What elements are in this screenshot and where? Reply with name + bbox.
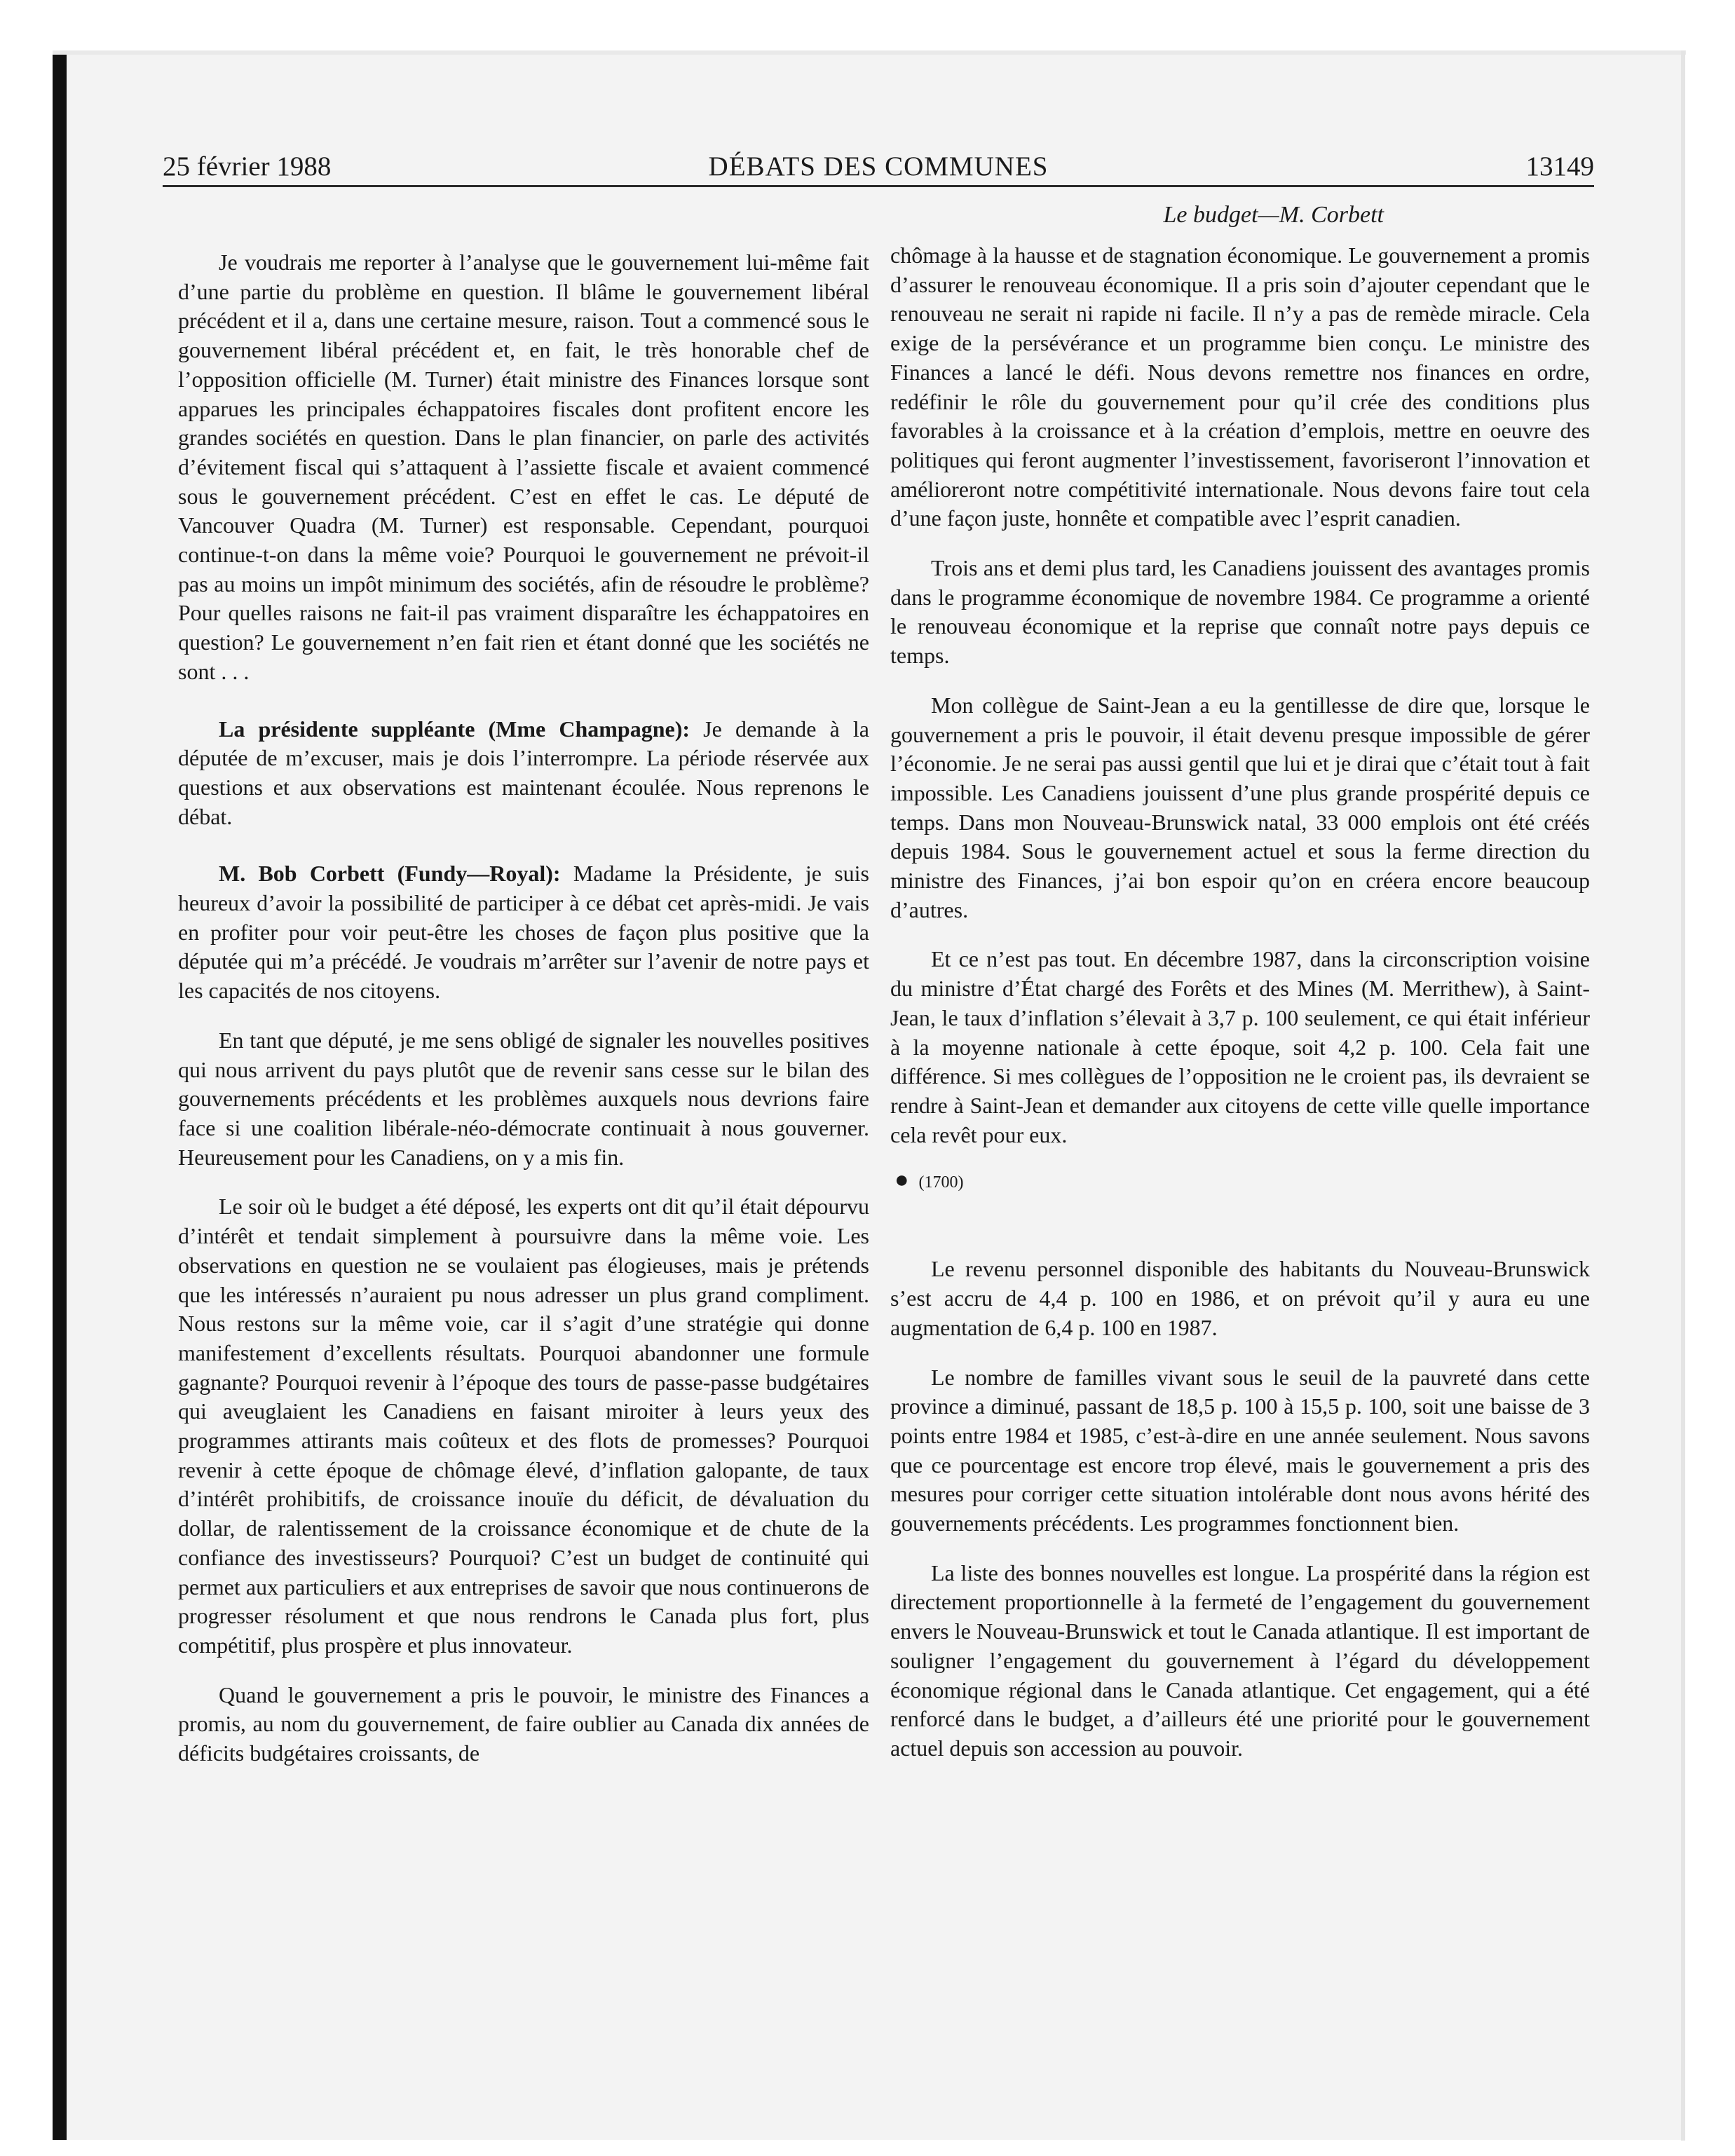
header-page-number: 13149 <box>1525 151 1594 182</box>
paragraph <box>178 715 869 832</box>
paragraph: chômage à la hausse et de stagnation économique. Le gouvernement a promis d’assurer le renouveau économique. Il a pris soin d’ajouter cependant que le renouveau ne serait ni rapide ni facile. Il n’y a pas de remède miracle. Cela exige de la persévérance et un programme bien conçu. Le ministre des Finances a lancé le défi. Nous devons remettre nos finances en ordre, redéfinir le rôle du gouvernement pour qu’il crée des conditions plus favorables à la croissance et à la création d’emplois, mettre en oeuvre des politiques qui feront augmenter l’investissement, favoriseront l’innovation et amélioreront notre compétitivité internationale. Nous devons faire tout cela d’une façon juste, honnête et compatible avec l’esprit canadien. <box>890 243 1590 531</box>
speech-text: Je demande à la députée de m’excuser, mais je dois l’interrompre. La période réservée aux questions et aux observations est maintenant écoulée. Nous reprenons le débat. <box>178 716 870 829</box>
speaker-name: La présidente suppléante (Mme Champagne): <box>219 716 690 742</box>
time-marker-text: (1700) <box>918 1173 964 1192</box>
scan-edge-left <box>53 55 67 2140</box>
speech-text: Madame la Présidente, je suis heureux d’avoir la possibilité de participer à ce débat cet après-midi. Je vais en profiter pour voir peut-être les choses de façon plus positive que la députée qui m’a précédé. Je voudrais m’arrêter sur l’avenir de notre pays et les capacités de nos citoyens. <box>178 861 870 1004</box>
header-date: 25 février 1988 <box>163 151 332 182</box>
paragraph: La liste des bonnes nouvelles est longue. La prospérité dans la région est directement proportionnelle à la fermeté de l’engagement du gouvernement envers le Nouveau-Brunswick et tout le Canada atlantique. Il est important de souligner l’engagement du gouvernement à l’égard du développement économique régional dans le Canada atlantique. Cet engagement, qui a été renforcé dans le budget, a d’ailleurs été une priorité pour le gouvernement actuel depuis son accession au pouvoir. <box>890 1560 1590 1761</box>
left-column <box>178 248 869 1789</box>
speaker-name: M. Bob Corbett (Fundy—Royal): <box>219 861 561 887</box>
paragraph: Et ce n’est pas tout. En décembre 1987, dans la circonscription voisine du ministre d’État chargé des Forêts et des Mines (M. Merrithew), à Saint-Jean, le taux d’inflation s’élevait à 3,7 p. 100 seulement, ce qui était inférieur à la moyenne nationale à cette époque, soit 4,2 p. 100. Cela fait une différence. Si mes collègues de l’opposition ne le croient pas, ils devraient se rendre à Saint-Jean et demander aux citoyens de cette ville quelle importance cela revêt pour eux. <box>890 946 1590 1147</box>
paragraph: Quand le gouvernement a pris le pouvoir, le ministre des Finances a promis, au nom du gouvernement, de faire oublier au Canada dix années de déficits budgétaires croissants, de <box>178 1681 869 1766</box>
running-head: Le budget—M. Corbett <box>1163 202 1384 228</box>
paragraph: Le soir où le budget a été déposé, les experts ont dit qu’il était dépourvu d’intérêt et tendait simplement à poursuivre dans la même voie. Les observations en question ne se voulaient pas élogieuses, mais je prétends que les intéressés n’auraient pu nous adresser un plus grand compliment. Nous restons sur la même voie, car il s’agit d’une stratégie qui donne manifestement d’excellents résultats. Pourquoi abandonner une formule gagnante? Pourquoi revenir à l’époque des tours de passe-passe budgétaires qui aveuglaient les Canadiens en faisant miroiter à leurs yeux des programmes attirants mais coûteux et des flots de promesses? Pourquoi revenir à cette époque de chômage élevé, d’inflation galopante, de taux d’intérêt prohibitifs, de croissance inouïe du déficit, de dévaluation du dollar, de ralentissement de la croissance économique et de chute de la confiance des investisseurs? Pourquoi? C’est un budget de continuité qui permet aux particuliers et aux entreprises de savoir que nous continuerons de progresser résolument et que nous rendrons le Canada plus fort, plus compétitif, plus prospère et plus innovateur. <box>178 1194 869 1658</box>
bullet-icon: ● <box>894 1167 909 1194</box>
time-marker <box>894 1167 1590 1194</box>
paragraph: Le nombre de familles vivant sous le seuil de la pauvreté dans cette province a diminué, passant de 18,5 p. 100 à 15,5 p. 100, soit une baisse de 3 points entre 1984 et 1985, c’est-à-dire en une année seulement. Nous savons que ce pourcentage est encore trop élevé, mais le gouvernement a pris des mesures pour corriger cette situation intolérable dont nous avons hérité des gouvernements précédents. Les programmes fonctionnent bien. <box>890 1364 1590 1536</box>
header-title: DÉBATS DES COMMUNES <box>708 151 1049 182</box>
paragraph <box>178 859 869 1006</box>
scan-edge-right <box>1681 50 1685 2141</box>
paragraph: Le revenu personnel disponible des habitants du Nouveau-Brunswick s’est accru de 4,4 p. 100 en 1986, et on prévoit qu’il y aura eu une augmentation de 6,4 p. 100 en 1987. <box>890 1256 1590 1340</box>
header-rule <box>163 185 1594 187</box>
paragraph: Mon collègue de Saint-Jean a eu la gentillesse de dire que, lorsque le gouvernement a pris le pouvoir, il était devenu presque impossible de gérer l’économie. Je ne serai pas aussi gentil que lui et je dirai que c’était tout à fait impossible. Les Canadiens jouissent d’une plus grande prospérité depuis ce temps. Dans mon Nouveau-Brunswick natal, 33 000 emplois ont été créés depuis 1984. Sous le gouvernement actuel et sous la ferme direction du ministre des Finances, j’ai bon espoir qu’on en créera encore beaucoup d’autres. <box>890 692 1590 922</box>
page-header <box>163 144 1594 189</box>
paragraph: En tant que député, je me sens obligé de signaler les nouvelles positives qui nous arrivent du pays plutôt que de revenir sans cesse sur le bilan des gouvernements précédents et les problèmes auxquels nous devrions faire face si une coalition libérale-néo-démocrate continuait à nous gouverner. Heureusement pour les Canadiens, on y a mis fin. <box>178 1027 869 1170</box>
paragraph: Trois ans et demi plus tard, les Canadiens jouissent des avantages promis dans le programme économique de novembre 1984. Ce programme a orienté le renouveau économique et la reprise que connaît notre pays depuis ce temps. <box>890 555 1590 669</box>
paragraph: Je voudrais me reporter à l’analyse que le gouvernement lui-même fait d’une partie du problème en question. Il blâme le gouvernement libéral précédent et il a, dans une certaine mesure, raison. Tout a commencé sous le gouvernement libéral précédent et, en fait, le très honorable chef de l’opposition officielle (M. Turner) était ministre des Finances lorsque sont apparues les principales échappatoires fiscales dont profitent encore les grandes sociétés en question. Dans le plan financier, on parle des activités d’évitement fiscal qui s’attaquent à l’assiette fiscale et avaient commencé sous le gouvernement précédent. C’est en effet le cas. Le député de Vancouver Quadra (M. Turner) est responsable. Cependant, pourquoi continue-t-on dans la même voie? Pourquoi le gouvernement ne prévoit-il pas au moins un impôt minimum des sociétés, afin de résoudre le problème? Pour quelles raisons ne fait-il pas vraiment disparaître les échappatoires en question? Le gouvernement n’en fait rien et étant donné que les sociétés ne sont . . . <box>178 250 869 684</box>
right-column <box>890 241 1590 1784</box>
